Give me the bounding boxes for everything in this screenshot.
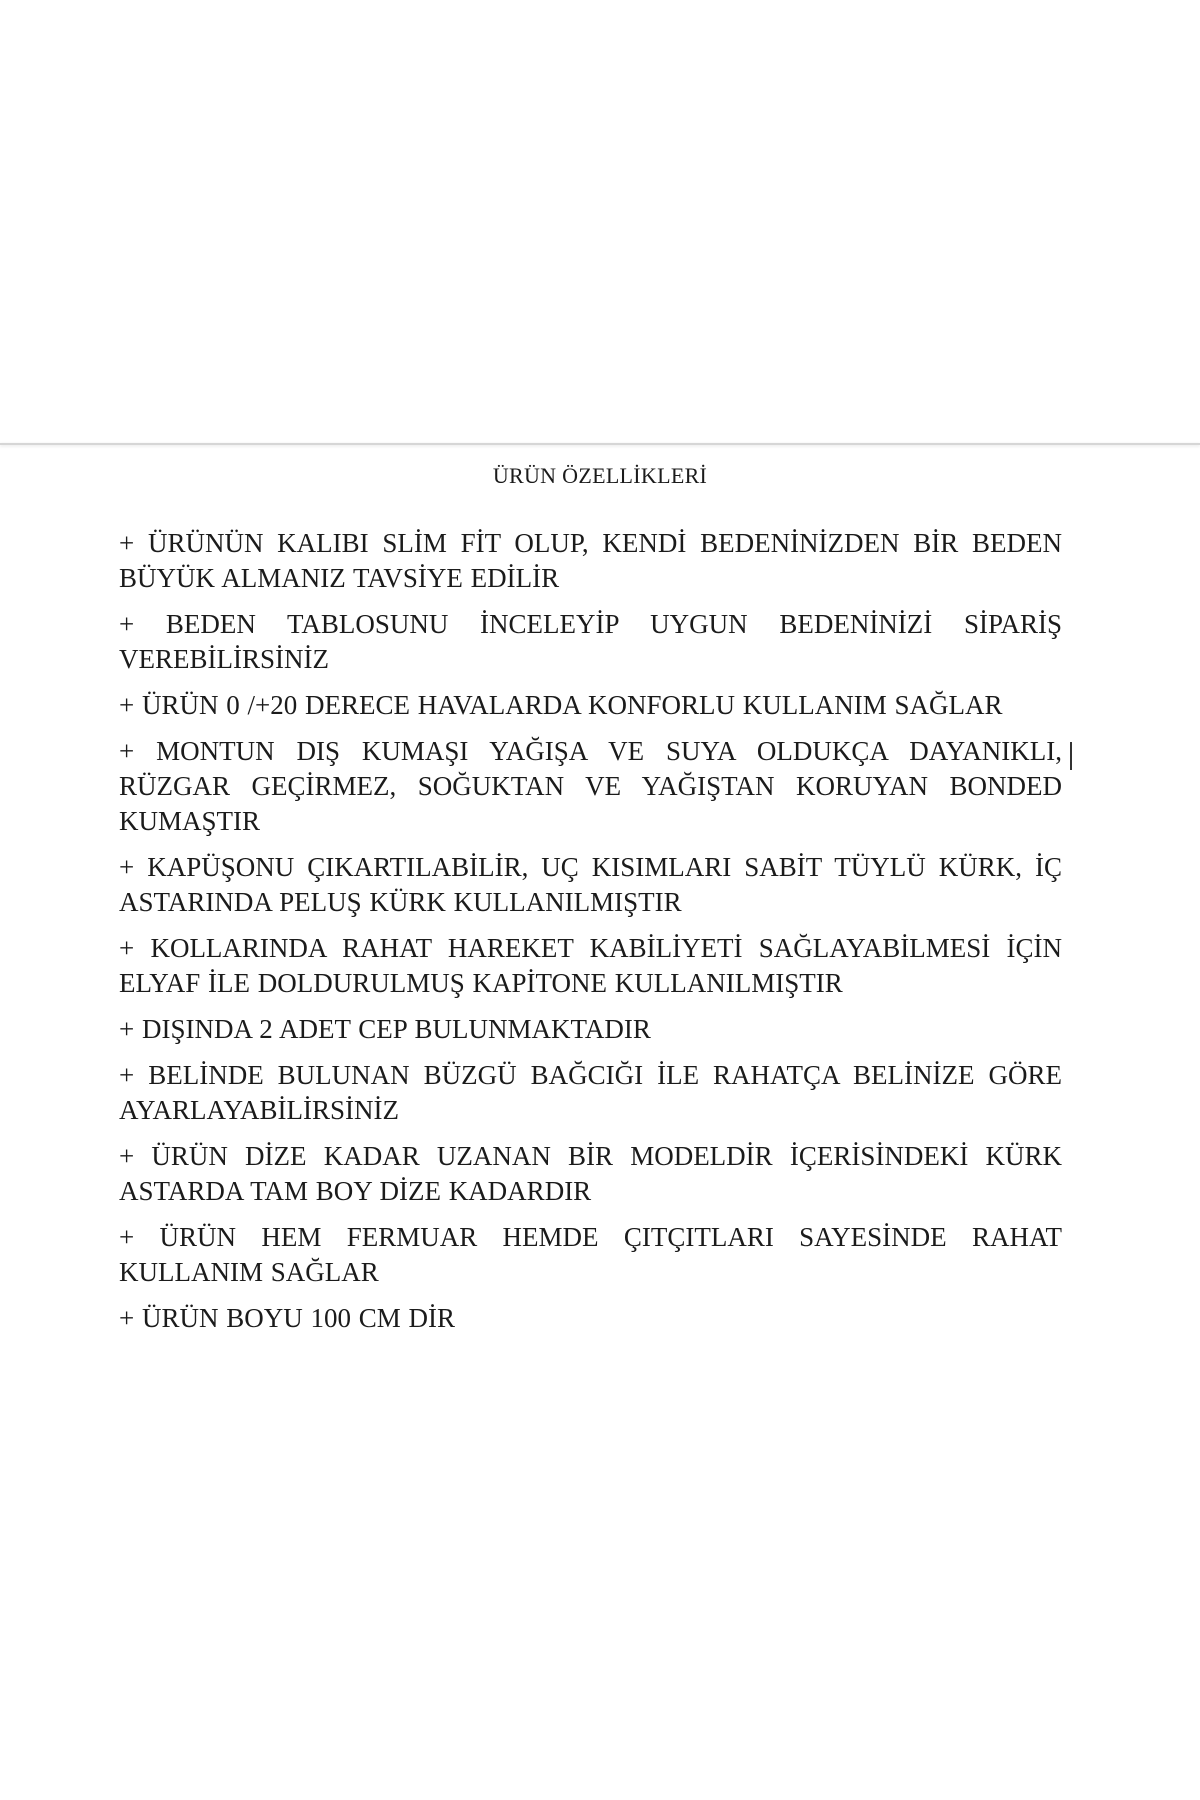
document-title: ÜRÜN ÖZELLİKLERİ: [492, 463, 708, 488]
document-page: [0, 446, 1200, 1333]
feature-item: + ÜRÜN DİZE KADAR UZANAN BİR MODELDİR İÇERİSİNDEKİ KÜRK ASTARDA TAM BOY DİZE KADARDIR: [119, 1141, 1062, 1206]
feature-item: + BEDEN TABLOSUNU İNCELEYİP UYGUN BEDENİNİZİ SİPARİŞ VEREBİLİRSİNİZ: [119, 609, 1062, 674]
feature-item: + ÜRÜN BOYU 100 CM DİR: [119, 1303, 456, 1333]
feature-item: + DIŞINDA 2 ADET CEP BULUNMAKTADIR: [119, 1014, 651, 1044]
feature-item: + KAPÜŞONU ÇIKARTILABİLİR, UÇ KISIMLARI SABİT TÜYLÜ KÜRK, İÇ ASTARINDA PELUŞ KÜRK KULLANILMIŞTIR: [119, 852, 1062, 917]
feature-item: + ÜRÜN 0 /+20 DERECE HAVALARDA KONFORLU KULLANIM SAĞLAR: [119, 690, 1003, 720]
page-divider: [0, 443, 1200, 445]
feature-item: + BELİNDE BULUNAN BÜZGÜ BAĞCIĞI İLE RAHATÇA BELİNİZE GÖRE AYARLAYABİLİRSİNİZ: [119, 1060, 1062, 1125]
feature-item: + KOLLARINDA RAHAT HAREKET KABİLİYETİ SAĞLAYABİLMESİ İÇİN ELYAF İLE DOLDURULMUŞ KAPİTONE KULLANILMIŞTIR: [119, 933, 1062, 998]
feature-item: + ÜRÜNÜN KALIBI SLİM FİT OLUP, KENDİ BEDENİNİZDEN BİR BEDEN BÜYÜK ALMANIZ TAVSİYE EDİLİR: [119, 528, 1062, 593]
text-cursor: [1070, 742, 1072, 770]
feature-item: + MONTUN DIŞ KUMAŞI YAĞIŞA VE SUYA OLDUKÇA DAYANIKLI, RÜZGAR GEÇİRMEZ, SOĞUKTAN VE YAĞIŞTAN KORUYAN BONDED KUMAŞTIR: [119, 736, 1062, 836]
feature-item: + ÜRÜN HEM FERMUAR HEMDE ÇITÇITLARI SAYESİNDE RAHAT KULLANIM SAĞLAR: [119, 1222, 1062, 1287]
feature-list: [119, 526, 1062, 1347]
